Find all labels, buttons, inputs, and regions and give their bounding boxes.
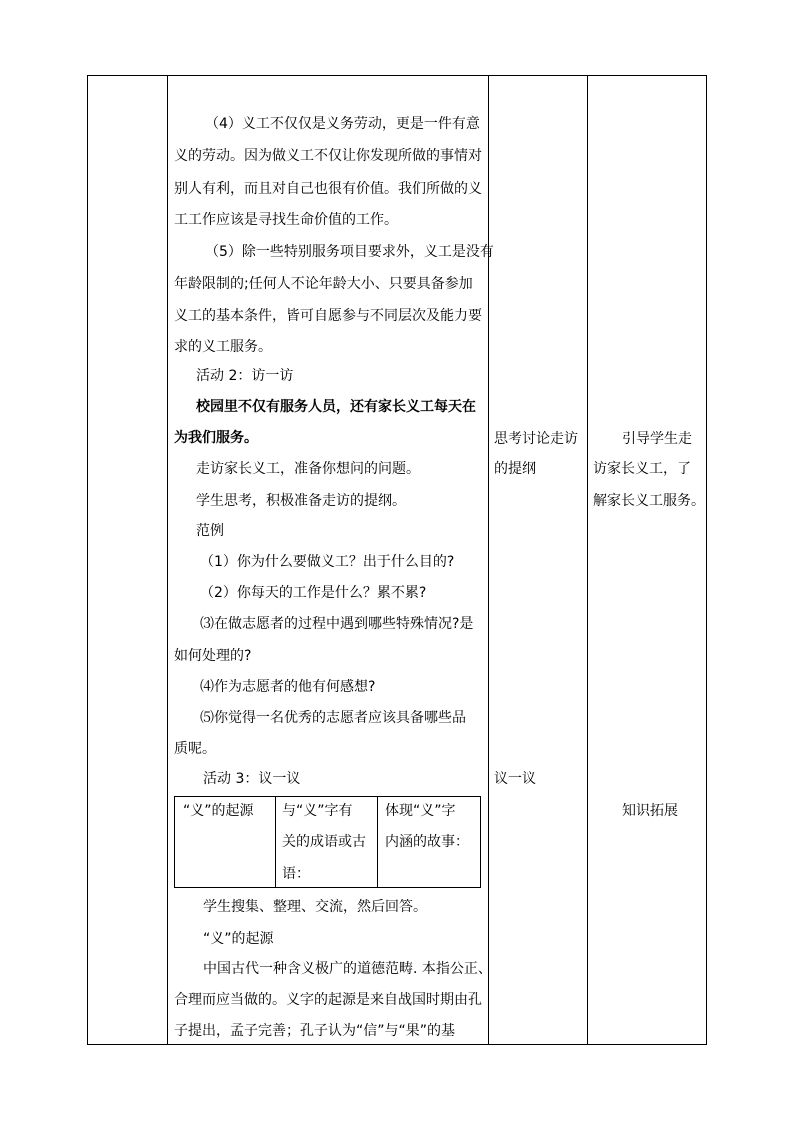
inner-cell: 与“义”字有 [282,803,353,819]
example-label: 范例 [196,523,224,539]
table-divider [488,76,489,1044]
question-line: （2）你每天的工作是什么？累不累? [200,585,427,601]
text-line: 年龄限制的;任何人不论年龄大小、只要具备参加 [174,276,473,292]
text-line: 义工的基本条件，皆可自愿参与不同层次及能力要 [174,308,482,324]
student-activity: 思考讨论走访 [494,431,578,447]
student-activity: 议一议 [494,771,536,787]
design-intent: 知识拓展 [622,803,678,819]
text-line: 中国古代一种含义极广的道德范畴. 本指公正、 [203,961,492,977]
table-divider [587,76,588,1044]
text-line: 求的义工服务。 [174,339,272,355]
subheading: “义”的起源 [203,931,274,947]
student-activity: 的提纲 [494,461,536,477]
inner-divider [275,797,276,887]
text-line: 走访家长义工，准备你想问的问题。 [196,461,420,477]
activity2-title: 活动 2：访一访 [196,368,294,384]
inner-cell: “义”的起源 [183,803,254,819]
inner-cell: 语： [282,866,310,882]
design-intent: 引导学生走 [622,431,692,447]
question-line: ⑷作为志愿者的他有何感想? [200,679,376,695]
activity2-bold-line: 校园里不仅有服务人员，还有家长义工每天在 [196,399,476,415]
text-line: （5）除一些特别服务项目要求外，义工是没有 [205,244,494,260]
text-line: 子提出，孟子完善；孔子认为“信”与“果”的基 [174,1023,456,1039]
text-line: 学生搜集、整理、交流，然后回答。 [203,899,427,915]
table-divider [167,76,168,1044]
inner-cell: 内涵的故事： [385,834,469,850]
activity3-title: 活动 3：议一议 [203,771,301,787]
text-line: （4）义工不仅仅是义务劳动，更是一件有意 [205,116,480,132]
text-line: 合理而应当做的。义字的起源是来自战国时期由孔 [174,992,482,1008]
text-line: 工工作应该是寻找生命价值的工作。 [174,212,398,228]
design-intent: 解家长义工服务。 [593,493,705,509]
text-line: 学生思考，积极准备走访的提纲。 [196,493,406,509]
question-line: ⑶在做志愿者的过程中遇到哪些特殊情况?是 [200,616,474,632]
inner-cell: 关的成语或古 [282,834,366,850]
text-line: 别人有利，而且对自己也很有价值。我们所做的义 [174,181,482,197]
activity2-bold-line: 为我们服务。 [174,430,258,446]
question-line: ⑸你觉得一名优秀的志愿者应该具备哪些品 [200,710,466,726]
question-line: 如何处理的? [174,648,252,664]
design-intent: 访家长义工，了 [593,461,691,477]
text-line: 义的劳动。因为做义工不仅让你发现所做的事情对 [174,148,482,164]
question-line: 质呢。 [174,741,216,757]
inner-cell: 体现“义”字 [385,803,456,819]
question-line: （1）你为什么要做义工？出于什么目的? [200,554,455,570]
inner-divider [377,797,378,887]
